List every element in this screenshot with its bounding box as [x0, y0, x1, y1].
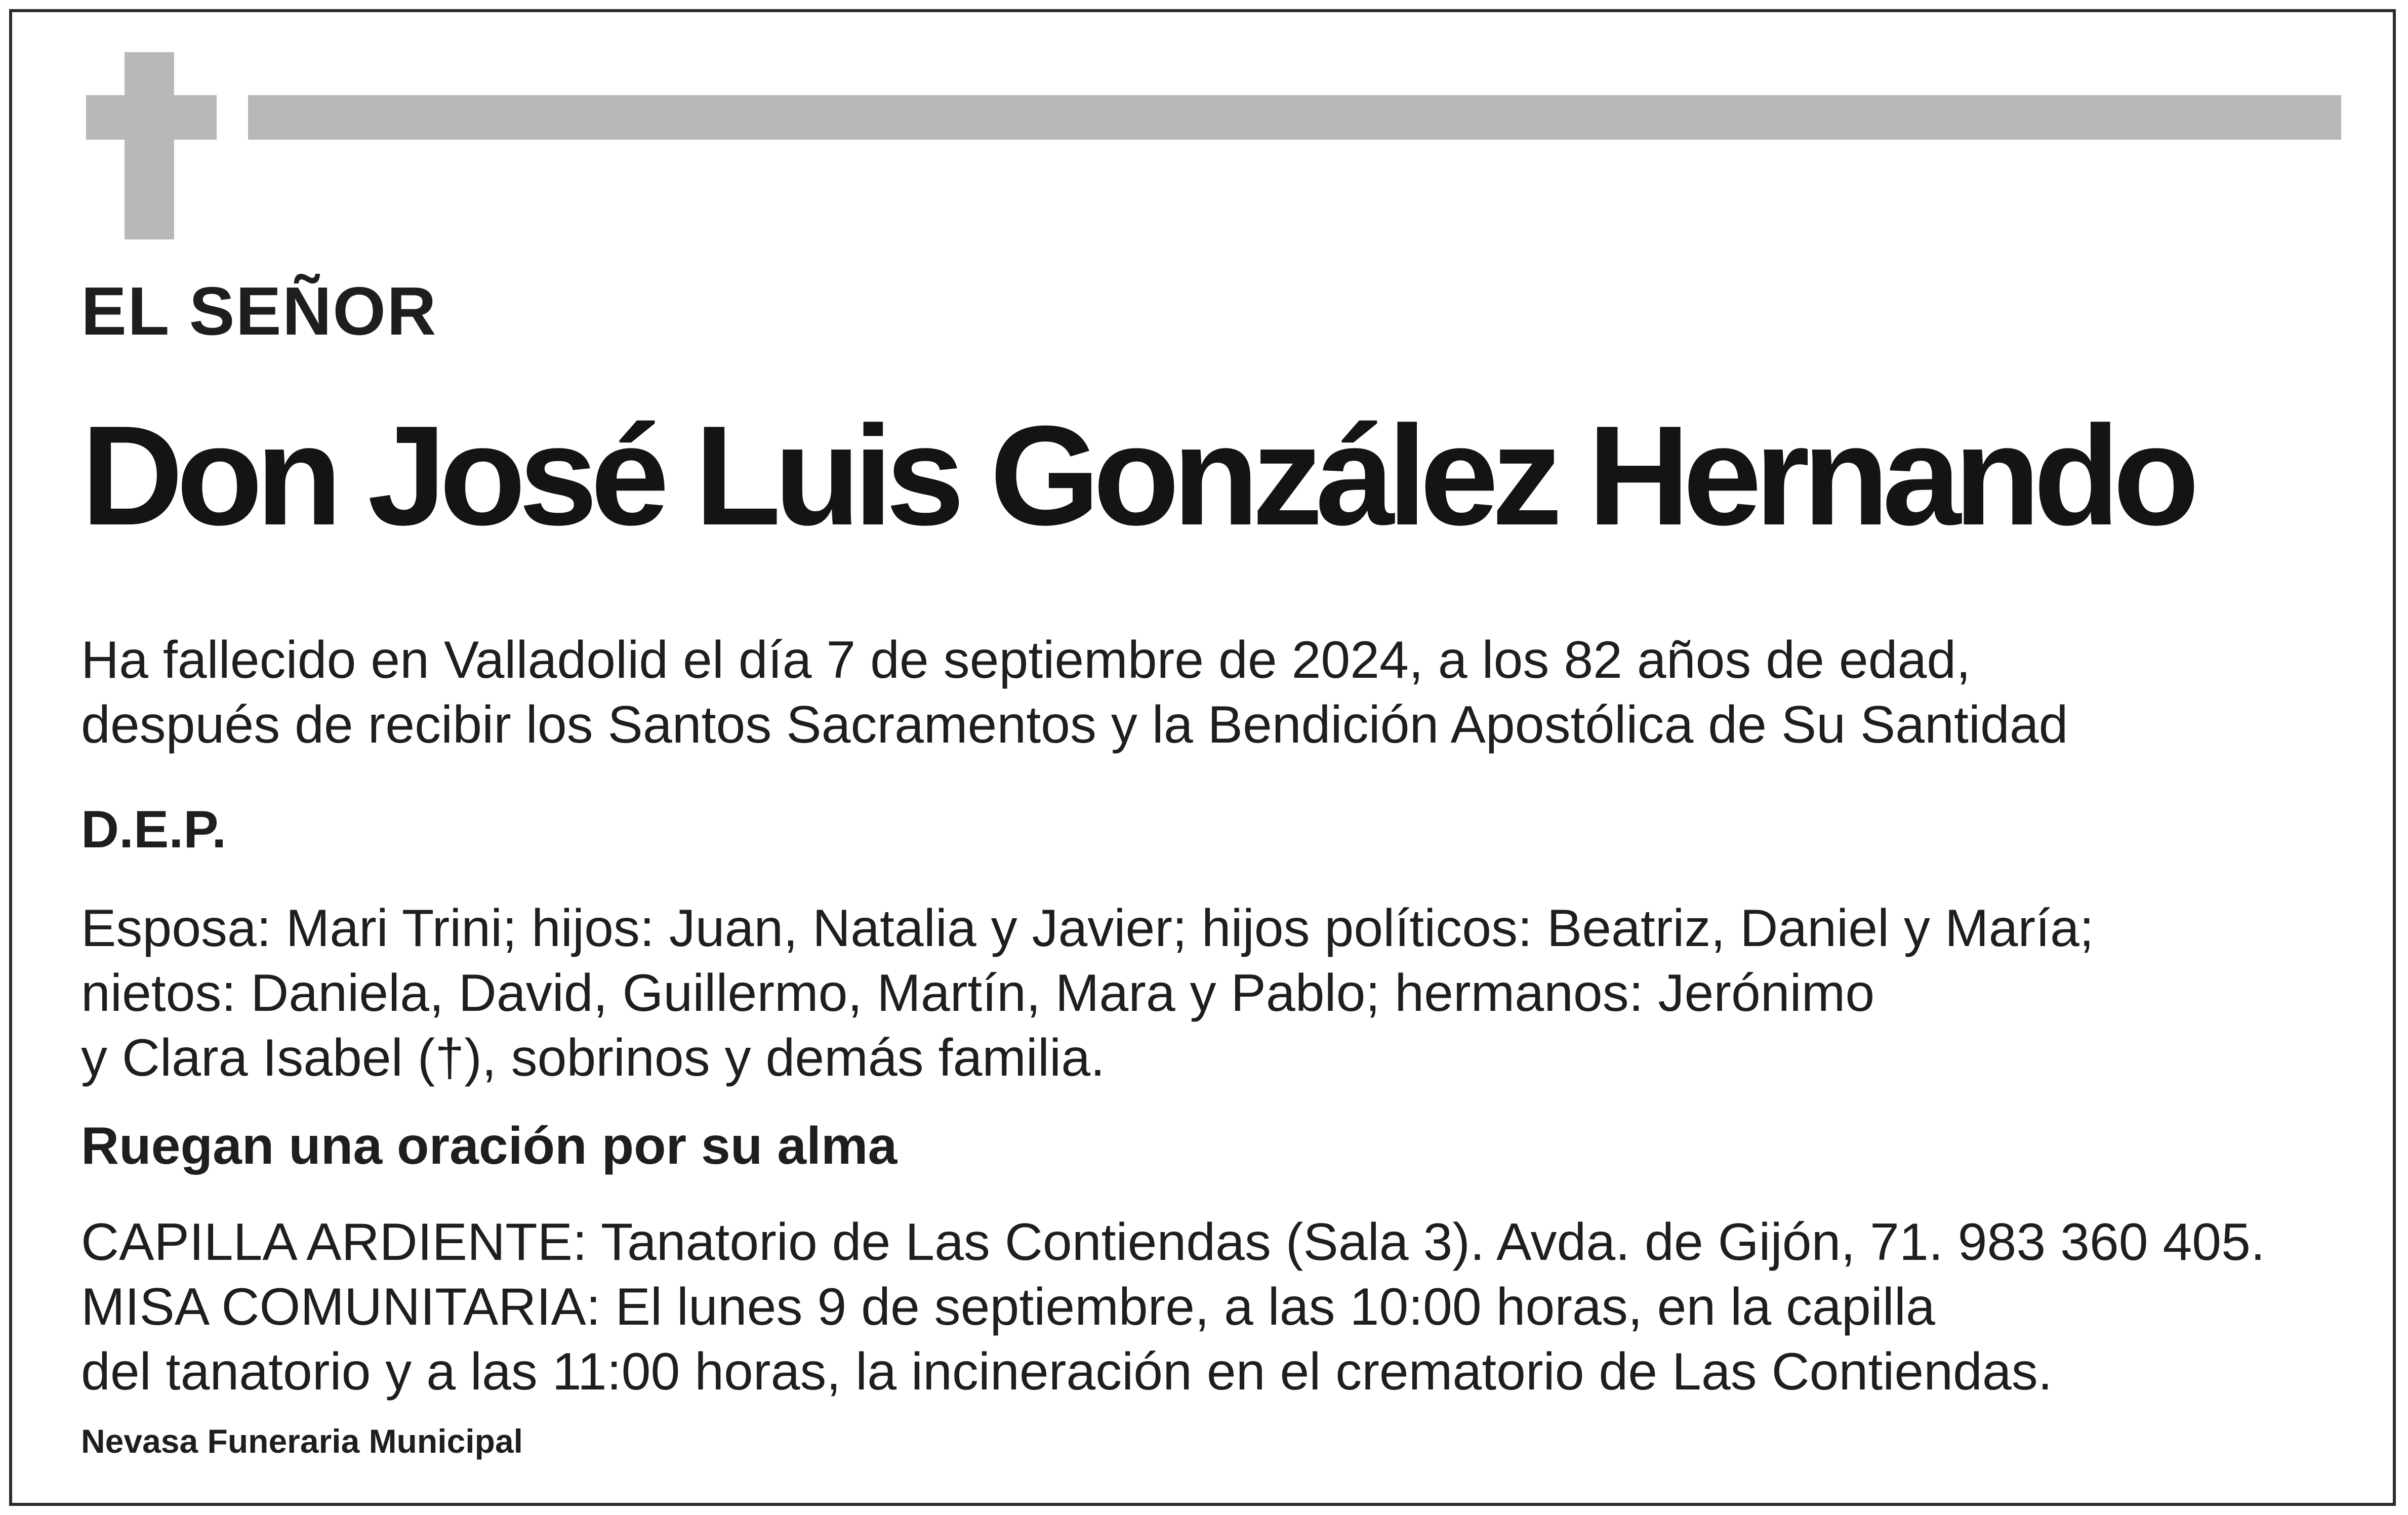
family-list [81, 896, 2094, 1090]
honorific: EL SEÑOR [81, 273, 437, 349]
announcement [81, 628, 2068, 757]
deceased-name: Don José Luis González Hernando [81, 397, 2193, 555]
family-line: nietos: Daniela, David, Guillermo, Martín, Mara y Pablo; hermanos: Jerónimo [81, 964, 1875, 1022]
family-line: Esposa: Mari Trini; hijos: Juan, Natalia y Javier; hijos políticos: Beatriz, Daniel y María; [81, 899, 2094, 958]
funeral-home: Nevasa Funeraria Municipal [81, 1422, 523, 1460]
arrangements-line: MISA COMUNITARIA: El lunes 9 de septiembre, a las 10:00 horas, en la capilla [81, 1278, 1935, 1336]
family-line: y Clara Isabel (†), sobrinos y demás familia. [81, 1029, 1105, 1087]
arrangements [81, 1210, 2265, 1404]
rip-text: D.E.P. [81, 800, 227, 859]
announcement-line: Ha fallecido en Valladolid el día 7 de septiembre de 2024, a los 82 años de edad, [81, 631, 1971, 689]
cross-icon-arm [86, 95, 217, 140]
prayer-request: Ruegan una oración por su alma [81, 1117, 897, 1175]
arrangements-line: del tanatorio y a las 11:00 horas, la incineración en el crematorio de Las Contiendas. [81, 1342, 2053, 1401]
header-rule [248, 95, 2341, 140]
arrangements-line: CAPILLA ARDIENTE: Tanatorio de Las Contiendas (Sala 3). Avda. de Gijón, 71. 983 360 405. [81, 1213, 2265, 1272]
announcement-line: después de recibir los Santos Sacramentos y la Bendición Apostólica de Su Santidad [81, 695, 2068, 754]
cross-icon [125, 52, 174, 239]
